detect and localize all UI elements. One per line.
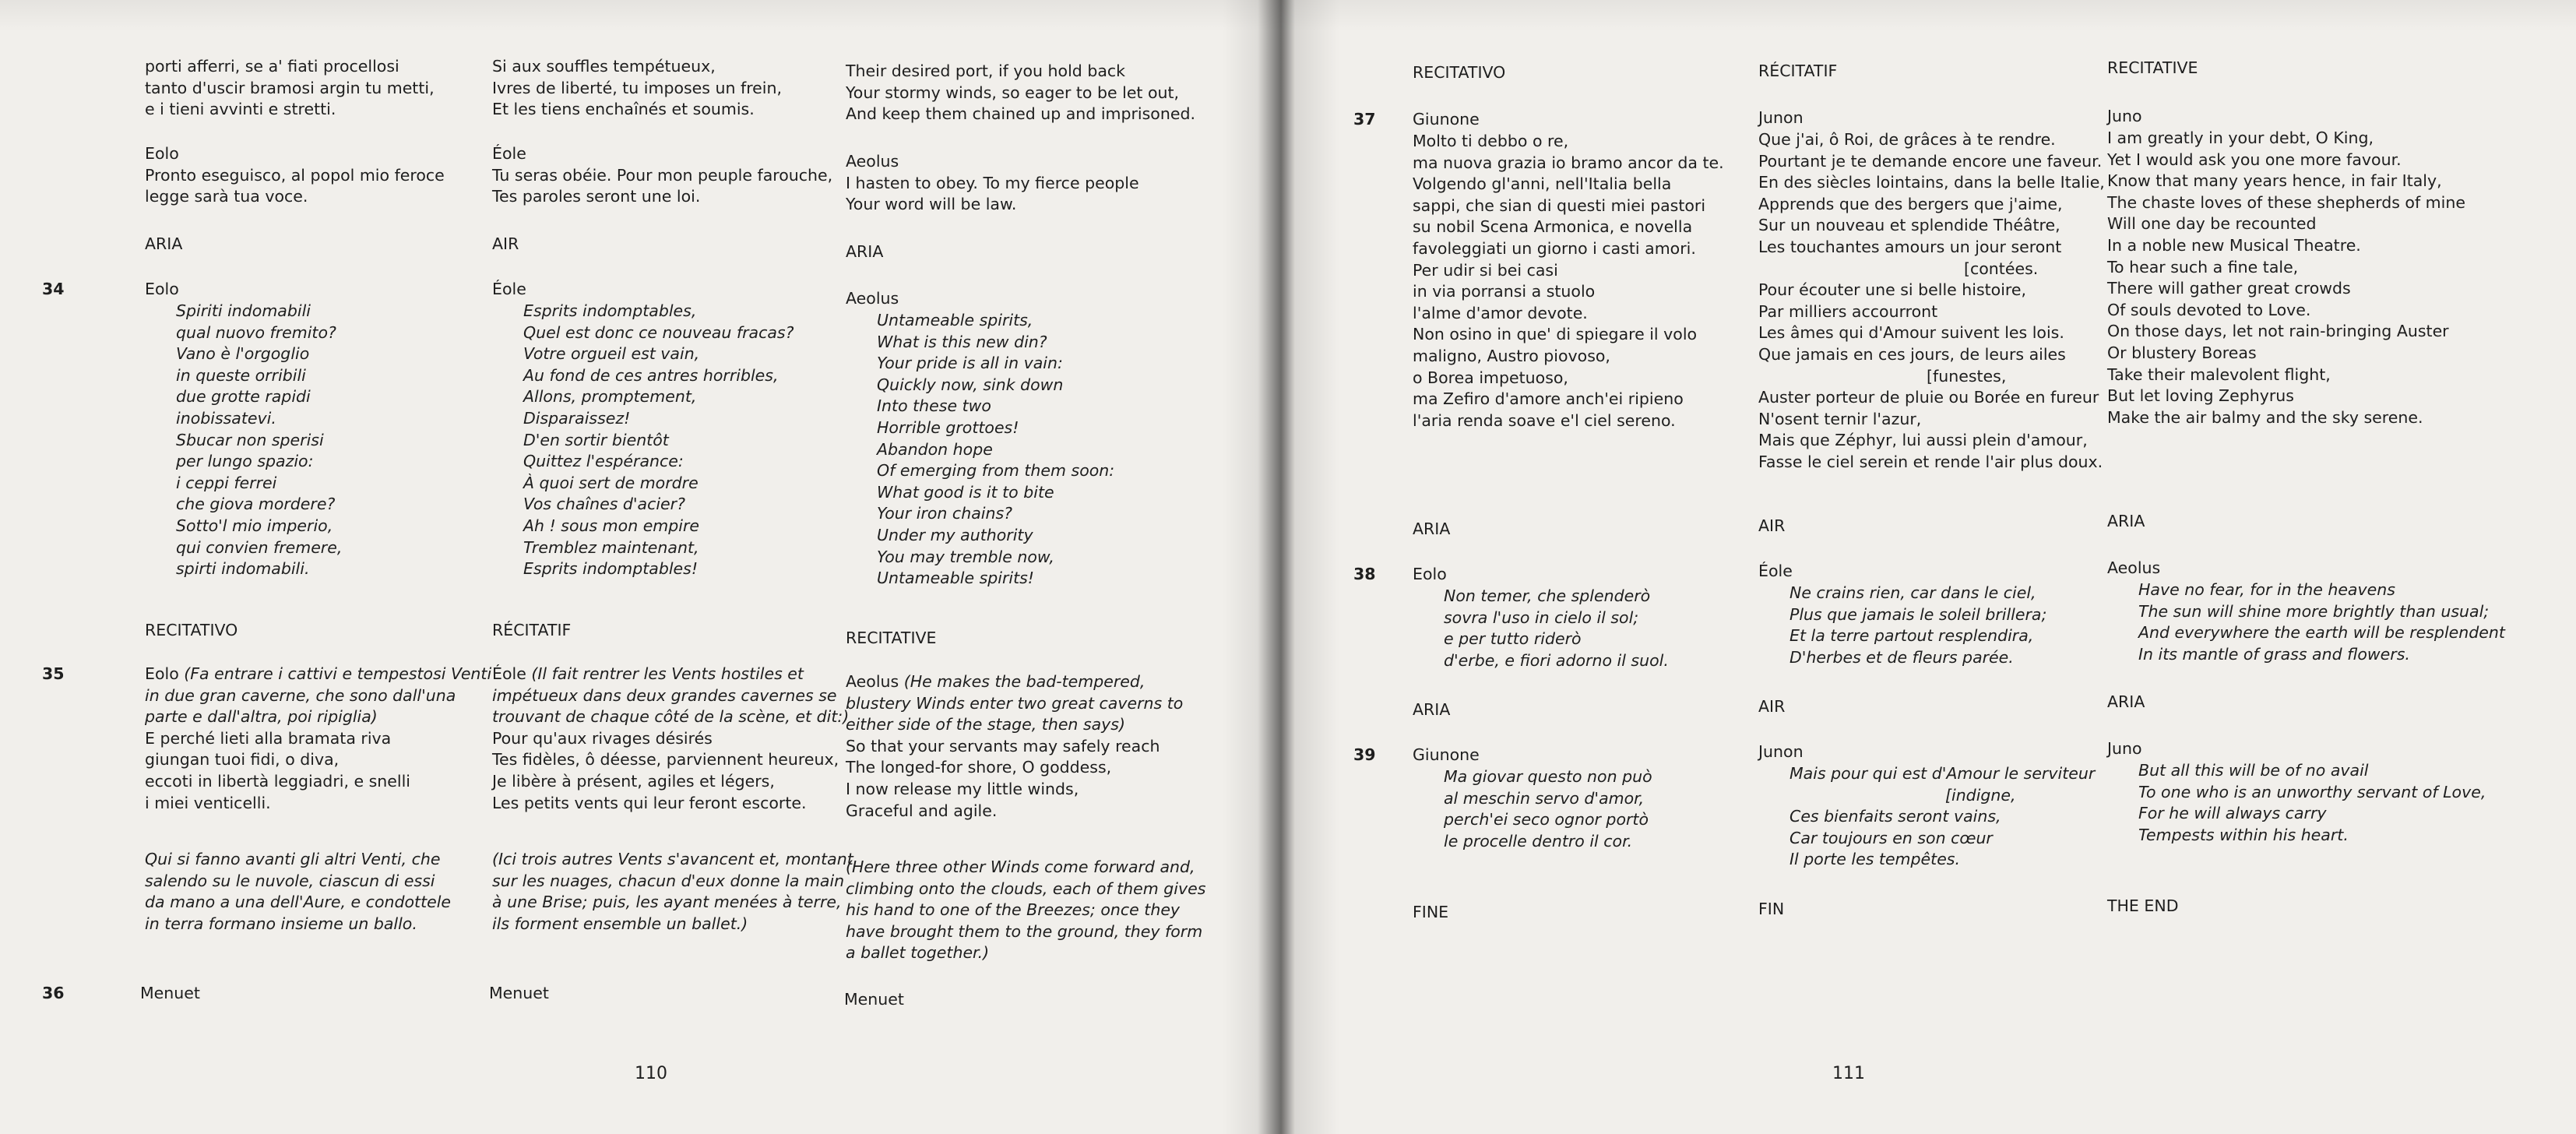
text-line: Tremblez maintenant, — [523, 537, 699, 557]
text-line: tanto d'uscir bramosi argin tu metti, — [145, 78, 435, 97]
right-english-recitative-heading: RECITATIVE — [2107, 58, 2198, 77]
text-line: Their desired port, if you hold back — [846, 62, 1126, 80]
text-line: Que j'ai, ô Roi, de grâces à te rendre. — [1758, 130, 2056, 149]
text-line: porti afferri, se a' fiati procellosi — [145, 57, 399, 76]
text-line: Sotto'l mio imperio, — [176, 516, 333, 535]
text-line: Eolo — [145, 144, 179, 163]
text-line: Tes paroles seront une loi. — [492, 187, 701, 206]
text-line: Je libère à présent, agiles et légers, — [492, 771, 775, 791]
text-line: e per tutto riderò — [1444, 629, 1582, 649]
italian-aria-heading: ARIA — [145, 234, 183, 253]
right-english-aria39-heading: ARIA — [2107, 692, 2145, 711]
text-line: Tes fidèles, ô déesse, parviennent heureux, — [492, 750, 839, 770]
text-line: Ne crains rien, car dans le ciel, — [1789, 583, 2036, 602]
text-line: Molto ti debbo o re, — [1413, 132, 1569, 150]
text-line: salendo su le nuvole, ciascun di essi — [145, 871, 435, 890]
english-direction-35: (He makes the bad-tempered, — [903, 672, 1145, 691]
text-line: Esprits indomptables, — [523, 301, 697, 320]
french-verse-top — [492, 56, 782, 121]
text-line: Disparaissez! — [523, 408, 631, 428]
text-line: Les âmes qui d'Amour suivent les lois. — [1758, 323, 2064, 343]
right-french-air-38 — [1758, 583, 2046, 668]
right-french-fin: FIN — [1758, 900, 1785, 918]
italian-recitative-35 — [145, 664, 491, 814]
line-number-39: 39 — [1353, 745, 1376, 764]
text-line: Make the air balmy and the sky serene. — [2107, 407, 2423, 427]
right-italian-speaker-38: Eolo — [1413, 565, 1447, 583]
text-line: impétueux dans deux grandes cavernes se — [492, 685, 837, 705]
line-number-36: 36 — [42, 984, 65, 1002]
text-line: eccoti in libertà leggiadri, e snelli — [145, 771, 410, 791]
italian-stage-direction — [145, 849, 451, 935]
text-line: So that your servants may safely reach — [846, 736, 1160, 755]
italian-eolo-reply — [145, 143, 445, 208]
text-line: What is this new din? — [877, 332, 1047, 351]
english-recitative-35 — [846, 671, 1183, 822]
text-line: I am greatly in your debt, O King, — [2107, 129, 2374, 147]
french-air-heading: AIR — [492, 234, 519, 253]
text-line: Tu seras obéie. Pour mon peuple farouche, — [492, 165, 833, 185]
text-line: giungan tuoi fidi, o diva, — [145, 750, 340, 770]
italian-aria-34 — [145, 301, 342, 580]
line-number-38: 38 — [1353, 565, 1376, 583]
english-aeolus-reply — [846, 151, 1139, 216]
text-line: qui convien fremere, — [176, 537, 343, 557]
right-english-speaker-37: Juno — [2107, 107, 2142, 125]
text-line: ma Zefiro d'amore anch'ei ripieno — [1413, 389, 1684, 409]
text-line: D'en sortir bientôt — [523, 430, 669, 449]
text-line: a ballet together.) — [846, 943, 990, 963]
text-line: Your iron chains? — [877, 504, 1012, 523]
right-french-column — [1758, 0, 2109, 1012]
french-menuet: Menuet — [489, 984, 549, 1002]
text-line: qual nuovo fremito? — [176, 322, 336, 342]
right-french-recitative-37 — [1758, 129, 2105, 474]
text-line: Vano è l'orgoglio — [176, 344, 310, 364]
italian-column — [140, 0, 492, 1012]
line-number-37: 37 — [1353, 110, 1376, 129]
text-line: En des siècles lointains, dans la belle Italie, — [1758, 173, 2105, 192]
text-line: Fasse le ciel serein et rende l'air plus doux. — [1758, 452, 2103, 471]
text-line: There will gather great crowds — [2107, 279, 2351, 298]
text-line: But let loving Zephyrus — [2107, 386, 2294, 406]
text-line: Into these two — [877, 396, 991, 416]
french-stage-direction — [492, 849, 853, 935]
page-number-110: 110 — [635, 1064, 667, 1083]
line-number-35: 35 — [42, 664, 65, 683]
right-page — [1279, 0, 2576, 1134]
text-line: N'osent ternir l'azur, — [1758, 409, 1922, 428]
text-line: Auster porteur de pluie ou Borée en fureur — [1758, 388, 2099, 407]
text-line: To hear such a fine tale, — [2107, 257, 2299, 276]
english-aria-heading: ARIA — [846, 242, 884, 261]
text-line: parte e dall'altra, poi ripiglia) — [145, 707, 378, 727]
right-english-the-end: THE END — [2107, 896, 2179, 915]
text-line: [funestes, — [1927, 366, 2007, 386]
text-line: Esprits indomptables! — [523, 559, 699, 579]
text-line: You may tremble now, — [877, 547, 1054, 566]
english-menuet: Menuet — [844, 990, 904, 1009]
text-line: sur les nuages, chacun d'eux donne la main — [492, 871, 845, 890]
text-line: Or blustery Boreas — [2107, 343, 2257, 362]
text-line: Quel est donc ce nouveau fracas? — [523, 322, 794, 342]
right-english-speaker-39: Juno — [2107, 739, 2142, 758]
text-line: E perché lieti alla bramata riva — [145, 728, 392, 748]
text-line: Que jamais en ces jours, de leurs ailes — [1758, 344, 2066, 364]
text-line: have brought them to the ground, they form — [846, 921, 1203, 941]
text-line: Sur un nouveau et splendide Théâtre, — [1758, 216, 2060, 235]
text-line: Your word will be law. — [846, 195, 1017, 214]
text-line: Quittez l'espérance: — [523, 452, 684, 471]
text-line: al meschin servo d'amor, — [1444, 788, 1645, 808]
text-line: And keep them chained up and imprisoned. — [846, 104, 1195, 124]
text-line: Per udir si bei casi — [1413, 260, 1558, 280]
text-line: [indigne, — [1945, 785, 2016, 805]
text-line: The chaste loves of these shepherds of mine — [2107, 192, 2465, 212]
text-line: Will one day be recounted — [2107, 214, 2317, 234]
italian-verse-top — [145, 56, 435, 121]
text-line: in due gran caverne, che sono dall'una — [145, 685, 456, 705]
text-line — [145, 664, 491, 685]
text-line: blustery Winds enter two great caverns to — [846, 693, 1184, 713]
english-column — [846, 0, 1204, 1012]
text-line: Under my authority — [877, 525, 1033, 544]
text-line: Apprends que des bergers que j'aime, — [1758, 194, 2063, 213]
text-line: Pronto eseguisco, al popol mio feroce — [145, 165, 445, 185]
text-line: Éole — [492, 144, 526, 163]
text-line: The longed-for shore, O goddess, — [846, 758, 1112, 777]
text-line: e i tieni avvinti e stretti. — [145, 100, 336, 119]
text-line: What good is it to bite — [877, 482, 1054, 502]
text-line: i miei venticelli. — [145, 793, 271, 812]
italian-speaker-34: Eolo — [145, 280, 179, 298]
right-italian-column — [1413, 0, 1740, 1012]
text-line: i ceppi ferrei — [176, 473, 277, 492]
text-line: ma nuova grazia io bramo ancor da te. — [1413, 153, 1724, 172]
italian-recitativo-heading: RECITATIVO — [145, 621, 238, 639]
text-line: Sbucar non sperisi — [176, 430, 324, 449]
line-number-34: 34 — [42, 280, 65, 298]
text-line: In a noble new Musical Theatre. — [2107, 235, 2361, 255]
text-line: che giova mordere? — [176, 495, 336, 514]
text-line: Quickly now, sink down — [877, 375, 1064, 394]
text-line: legge sarà tua voce. — [145, 187, 308, 206]
text-line: in via porransi a stuolo — [1413, 282, 1596, 301]
text-line: Volgendo gl'anni, nell'Italia bella — [1413, 174, 1672, 194]
page-number-111: 111 — [1832, 1064, 1865, 1083]
text-line: I hasten to obey. To my fierce people — [846, 173, 1139, 192]
text-line: In its mantle of grass and flowers. — [2138, 644, 2410, 664]
text-line: Qui si fanno avanti gli altri Venti, che — [145, 850, 441, 868]
text-line: per lungo spazio: — [176, 452, 314, 471]
text-line: l'alme d'amor devote. — [1413, 303, 1588, 322]
text-line: Graceful and agile. — [846, 801, 998, 820]
text-line: le procelle dentro il cor. — [1444, 831, 1633, 850]
text-line: Mais pour qui est d'Amour le serviteur — [1789, 764, 2096, 783]
text-line: Et les tiens enchaînés et soumis. — [492, 100, 755, 119]
english-direction-35-cont — [846, 693, 1183, 736]
left-page — [0, 0, 1279, 1134]
french-direction-35: (Il fait rentrer les Vents hostiles et — [531, 664, 804, 683]
text-line: Vos chaînes d'acier? — [523, 495, 685, 514]
italian-speaker-35: Eolo — [145, 664, 185, 683]
right-italian-speaker-37: Giunone — [1413, 110, 1480, 129]
text-line: For he will always carry — [2138, 804, 2327, 823]
text-line: Et la terre partout resplendira, — [1789, 626, 2034, 646]
text-line: Your pride is all in vain: — [877, 354, 1063, 373]
english-verse-top — [846, 61, 1195, 125]
text-line: Tempests within his heart. — [2138, 825, 2349, 844]
text-line: Yet I would ask you one more favour. — [2107, 150, 2402, 169]
text-line: And everywhere the earth will be resplendent — [2138, 623, 2505, 643]
right-english-column — [2107, 0, 2505, 1012]
text-line: Pour écouter une si belle histoire, — [1758, 280, 2027, 300]
english-aria-34 — [846, 310, 1114, 590]
right-italian-fine: FINE — [1413, 903, 1449, 921]
text-line: Au fond de ces antres horribles, — [523, 365, 779, 385]
text-line: da mano a una dell'Aure, e condottele — [145, 893, 452, 912]
text-line: perch'ei seco ognor portò — [1444, 810, 1649, 829]
text-line: Know that many years hence, in fair Italy, — [2107, 171, 2442, 191]
text-line: Pour qu'aux rivages désirés — [492, 728, 713, 748]
right-italian-aria-39 — [1413, 766, 1652, 852]
text-line: maligno, Austro piovoso, — [1413, 346, 1610, 365]
top-edge-shadow — [0, 0, 2576, 31]
text-line: l'aria renda soave e'l ciel sereno. — [1413, 410, 1676, 430]
english-recitative-heading: RECITATIVE — [846, 629, 937, 647]
right-english-aria-39 — [2107, 760, 2486, 846]
text-line: climbing onto the clouds, each of them gives — [846, 879, 1206, 898]
text-line: Les petits vents qui leur feront escorte. — [492, 793, 807, 812]
text-line: Of souls devoted to Love. — [2107, 300, 2311, 319]
text-line: o Borea impetuoso, — [1413, 368, 1568, 387]
text-line: Ah ! sous mon empire — [523, 516, 700, 535]
text-line: On those days, let not rain-bringing Auster — [2107, 322, 2449, 341]
text-line: Spiriti indomabili — [176, 301, 311, 320]
text-line: Ces bienfaits seront vains, — [1789, 807, 2001, 826]
french-recitative-35 — [492, 664, 849, 814]
right-italian-speaker-39: Giunone — [1413, 745, 1480, 764]
text-line: To one who is an unworthy servant of Love, — [2138, 782, 2486, 801]
text-line: su nobil Scena Armonica, e novella — [1413, 217, 1693, 237]
right-french-recitatif-heading: RÉCITATIF — [1758, 62, 1838, 80]
text-line: Ivres de liberté, tu imposes un frein, — [492, 78, 783, 97]
right-italian-recitative-37 — [1413, 131, 1724, 431]
text-line: his hand to one of the Breezes; once they — [846, 900, 1181, 920]
text-line: sappi, che sian di questi miei pastori — [1413, 195, 1706, 215]
french-recitative-35-verse — [492, 728, 849, 814]
text-line: Of emerging from them soon: — [877, 461, 1115, 481]
english-stage-direction — [846, 857, 1205, 964]
text-line: Votre orgueil est vain, — [523, 344, 700, 364]
text-line: D'herbes et de fleurs parée. — [1789, 647, 2014, 667]
text-line: Car toujours en son cœur — [1789, 828, 1993, 847]
text-line: due grotte rapidi — [176, 387, 311, 407]
text-line: Aeolus — [846, 152, 899, 171]
text-line: Par milliers accourront — [1758, 301, 1938, 321]
french-direction-35-cont — [492, 685, 849, 728]
text-line: [contées. — [1964, 259, 2039, 278]
text-line: Non temer, che splenderò — [1444, 586, 1651, 605]
text-line: trouvant de chaque côté de la scène, et dit:) — [492, 707, 850, 727]
text-line: favoleggiati un giorno i casti amori. — [1413, 238, 1696, 258]
italian-direction-35: (Fa entrare i cattivi e tempestosi Venti — [184, 664, 492, 683]
french-speaker-35: Éole — [492, 664, 532, 683]
text-line: Your stormy winds, so eager to be let out, — [846, 83, 1180, 102]
text-line: Have no fear, for in the heavens — [2138, 580, 2395, 599]
text-line: Si aux souffles tempétueux, — [492, 57, 716, 76]
text-line: à une Brise; puis, les ayant menées à terre, — [492, 893, 842, 912]
right-french-speaker-38: Éole — [1758, 562, 1793, 580]
text-line: But all this will be of no avail — [2138, 761, 2369, 780]
right-french-speaker-37: Junon — [1758, 108, 1804, 127]
french-column — [489, 0, 853, 1012]
french-speaker-34: Éole — [492, 280, 526, 298]
text-line: Plus que jamais le soleil brillera; — [1789, 604, 2047, 624]
right-english-speaker-38: Aeolus — [2107, 558, 2161, 577]
text-line: in queste orribili — [176, 365, 306, 385]
text-line: Untameable spirits, — [877, 311, 1033, 329]
italian-menuet: Menuet — [140, 984, 200, 1002]
french-recitatif-heading: RÉCITATIF — [492, 621, 572, 639]
right-italian-aria39-heading: ARIA — [1413, 700, 1451, 719]
text-line: Horrible grottoes! — [877, 417, 1019, 437]
text-line: Il porte les tempêtes. — [1789, 850, 1961, 869]
text-line: Untameable spirits! — [877, 569, 1035, 588]
right-english-aria-38 — [2107, 579, 2505, 665]
text-line: inobissatevi. — [176, 408, 276, 428]
text-line: spirti indomabili. — [176, 559, 310, 579]
text-line: ils forment ensemble un ballet.) — [492, 914, 748, 933]
right-french-air39-heading: AIR — [1758, 697, 1786, 716]
french-eole-reply — [492, 143, 832, 208]
english-speaker-34: Aeolus — [846, 289, 899, 308]
text-line: (Here three other Winds come forward and, — [846, 858, 1195, 876]
right-french-speaker-39: Junon — [1758, 742, 1804, 761]
text-line: À quoi sert de mordre — [523, 473, 699, 492]
text-line: Mais que Zéphyr, lui aussi plein d'amour, — [1758, 431, 2088, 450]
right-italian-aria38-heading: ARIA — [1413, 519, 1451, 538]
text-line: Les touchantes amours un jour seront — [1758, 237, 2062, 256]
text-line: Ma giovar questo non può — [1444, 767, 1652, 786]
english-speaker-35: Aeolus — [846, 672, 904, 691]
text-line: Non osino in que' di spiegare il volo — [1413, 325, 1698, 344]
right-french-air38-heading: AIR — [1758, 516, 1786, 535]
french-air-34 — [492, 301, 794, 580]
right-italian-aria-38 — [1413, 586, 1669, 671]
text-line: Take their malevolent flight, — [2107, 364, 2331, 384]
right-italian-recitativo-heading: RECITATIVO — [1413, 63, 1506, 82]
right-english-aria38-heading: ARIA — [2107, 512, 2145, 530]
text-line: The sun will shine more brightly than usual; — [2138, 601, 2490, 621]
text-line: (Ici trois autres Vents s'avancent et, montant — [492, 850, 853, 868]
right-english-recitative-37 — [2107, 128, 2465, 428]
text-line: sovra l'uso in cielo il sol; — [1444, 608, 1639, 627]
text-line: Abandon hope — [877, 439, 993, 459]
text-line: I now release my little winds, — [846, 779, 1079, 798]
text-line: d'erbe, e fiori adorno il suol. — [1444, 650, 1669, 670]
text-line: in terra formano insieme un ballo. — [145, 914, 417, 933]
english-recitative-35-verse — [846, 736, 1183, 822]
text-line: either side of the stage, then says) — [846, 715, 1125, 734]
text-line: Allons, promptement, — [523, 387, 697, 407]
right-french-air-39 — [1789, 763, 2095, 871]
text-line: Pourtant je te demande encore une faveur. — [1758, 151, 2103, 171]
